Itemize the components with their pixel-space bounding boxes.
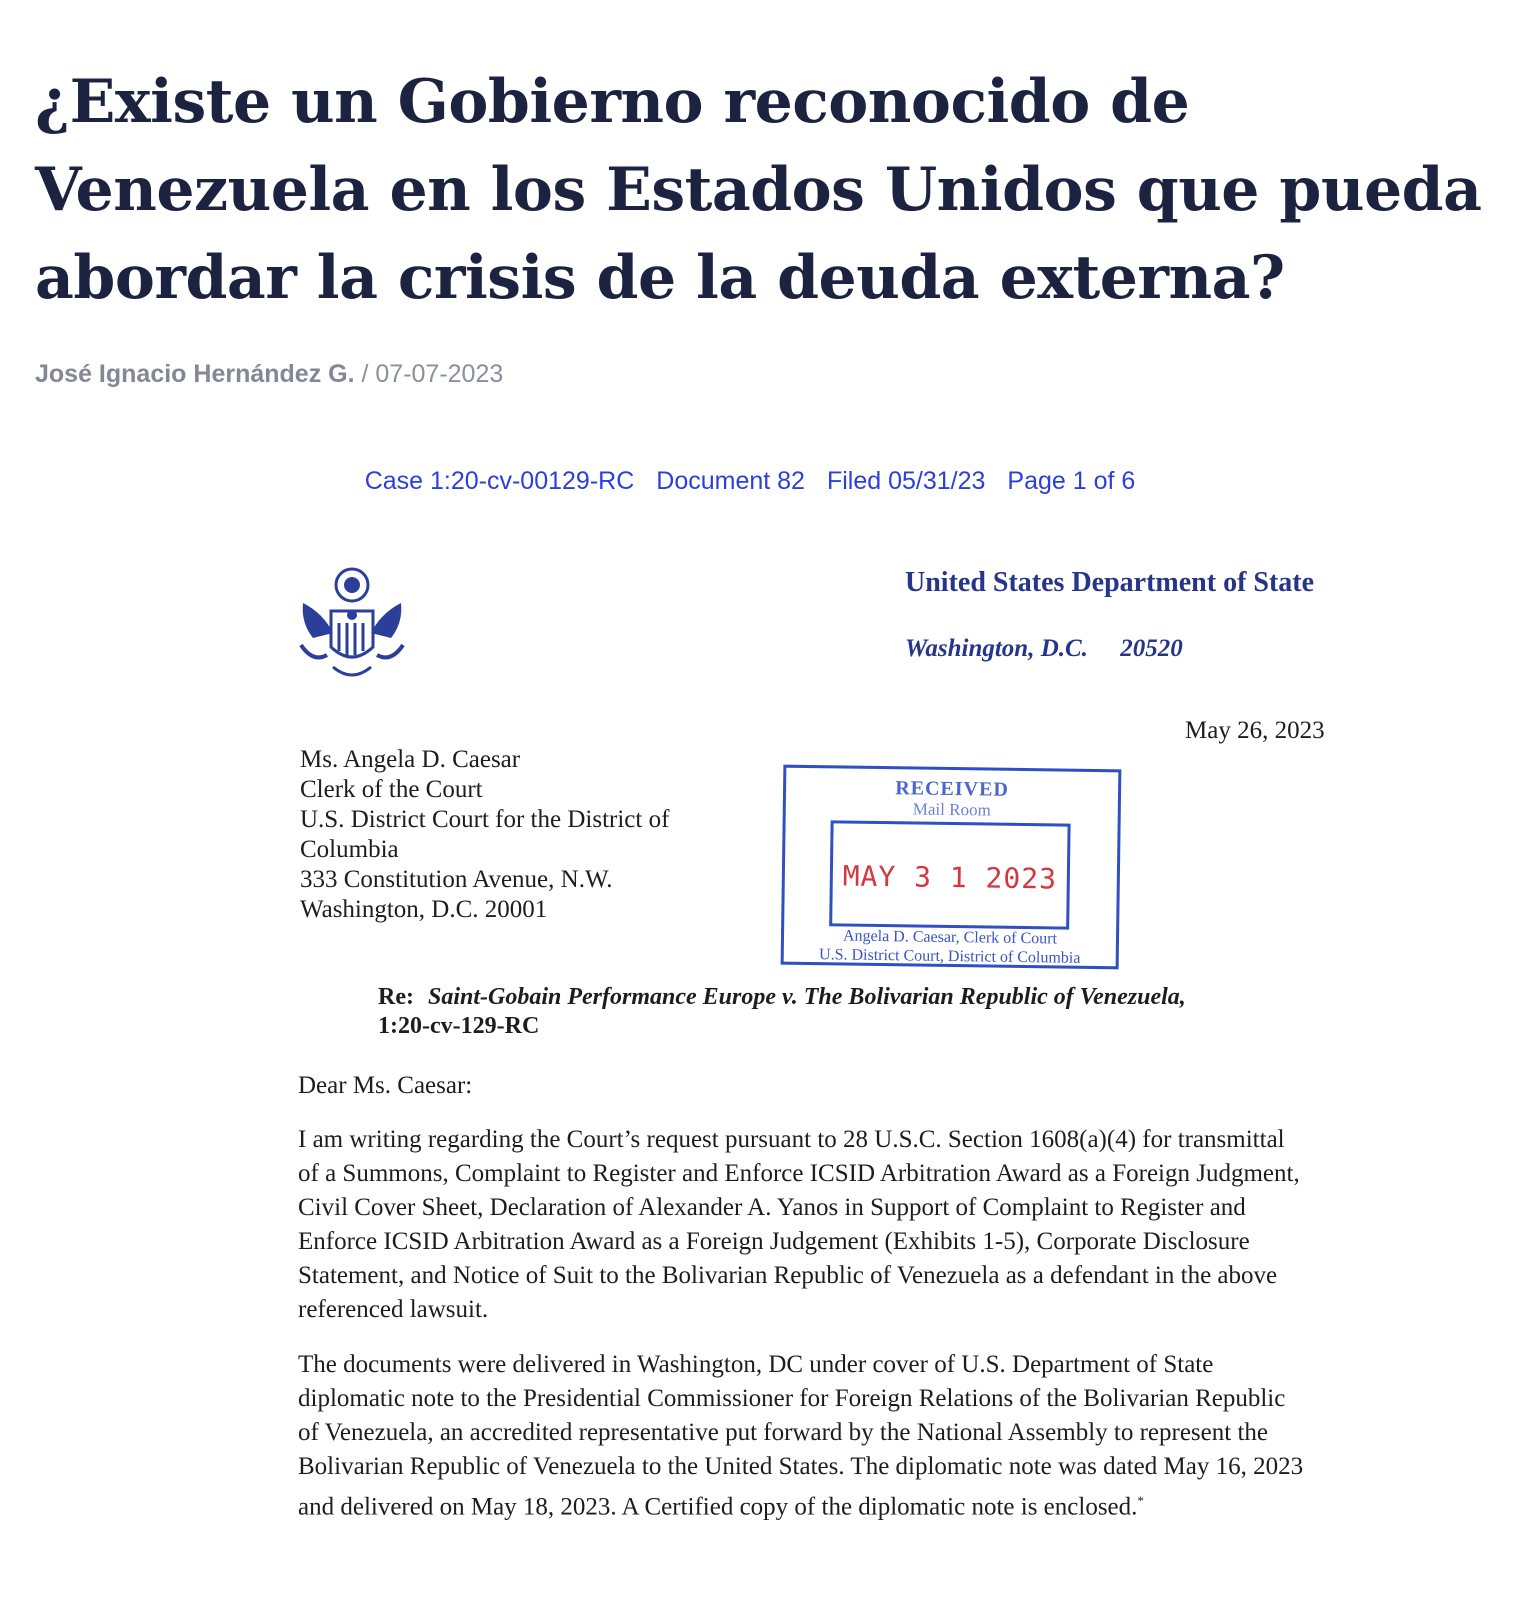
eagle-seal-icon xyxy=(293,563,411,687)
re-case-name: Saint-Gobain Performance Europe v. The Bolivarian Republic of Venezuela, xyxy=(427,984,1186,1010)
publish-date: 07-07-2023 xyxy=(375,360,504,388)
article-title: ¿Existe un Gobierno reconocido de Venezuela en los Estados Unidos que pueda abordar la crisis de la deuda externa? xyxy=(35,67,1482,313)
re-line xyxy=(378,983,1186,1041)
re-case-number: 1:20-cv-129-RC xyxy=(378,1013,540,1039)
stamp-date-box xyxy=(829,820,1070,929)
author-link[interactable]: José Ignacio Hernández G. xyxy=(35,360,355,388)
re-label: Re: xyxy=(378,984,414,1010)
page-count: Page 1 of 6 xyxy=(1007,467,1136,495)
stamp-received-label: RECEIVED xyxy=(895,777,1010,801)
salutation: Dear Ms. Caesar: xyxy=(298,1072,473,1099)
letter-paragraph-1: I am writing regarding the Court’s request pursuant to 28 U.S.C. Section 1608(a)(4) for transmittal of a Summons, Complaint to Register and Enforce ICSID Arbitration Award as a Foreign Judgment, Civil Cover Sheet, Declaration of Alexander A. Yanos in Support of Complaint to Register and Enforce ICSID Arbitration Award as a Foreign Judgement (Exhibits 1-5), Corporate Disclosure Statement, and Notice of Suit to the Bolivarian Republic of Venezuela as a defendant in the above referenced lawsuit. xyxy=(298,1126,1300,1323)
recipient-line: 333 Constitution Avenue, N.W. xyxy=(300,866,613,893)
document-image xyxy=(110,455,1510,1600)
recipient-line: U.S. District Court for the District of xyxy=(300,806,670,833)
stamp-clerk-line: Angela D. Caesar, Clerk of Court xyxy=(842,927,1058,948)
stamp-mailroom-label: Mail Room xyxy=(912,799,991,820)
byline xyxy=(35,360,503,389)
letterhead-city: Washington, D.C. xyxy=(905,635,1088,662)
stamp-clerk xyxy=(784,926,1116,969)
letterhead-zip: 20520 xyxy=(1120,635,1183,662)
recipient-line: Clerk of the Court xyxy=(300,776,483,803)
department-name: United States Department of State xyxy=(905,567,1315,598)
letter-paragraph-2-text: The documents were delivered in Washington, DC under cover of U.S. Department of State diplomatic note to the Presidential Commissioner for Foreign Relations of the Bolivarian Republic of Venezuela, an accredited representative put forward by the National Assembly to represent the Bolivarian Republic of Venezuela to the United States. The diplomatic note was dated May 16, 2023 and delivered on May 18, 2023. A Certified copy of the diplomatic note is enclosed. xyxy=(298,1351,1304,1521)
recipient-line: Ms. Angela D. Caesar xyxy=(300,746,521,773)
document-number: Document 82 xyxy=(656,467,805,495)
letter-date: May 26, 2023 xyxy=(1185,717,1325,744)
byline-separator: / xyxy=(361,360,369,388)
recipient-line: Washington, D.C. 20001 xyxy=(300,896,548,923)
stamp-clerk-line: U.S. District Court, District of Columbia xyxy=(818,946,1081,967)
recipient-line: Columbia xyxy=(300,836,399,863)
case-number: Case 1:20-cv-00129-RC xyxy=(364,467,635,495)
letterhead-address xyxy=(905,635,1183,663)
footnote-mark: * xyxy=(1137,1493,1144,1508)
stamp-date: MAY 3 1 2023 xyxy=(842,859,1058,896)
filed-date: Filed 05/31/23 xyxy=(826,467,986,495)
letter-paragraph-2 xyxy=(298,1348,1308,1524)
case-header xyxy=(110,467,1510,496)
recipient-address xyxy=(300,745,730,925)
received-stamp xyxy=(781,765,1122,970)
